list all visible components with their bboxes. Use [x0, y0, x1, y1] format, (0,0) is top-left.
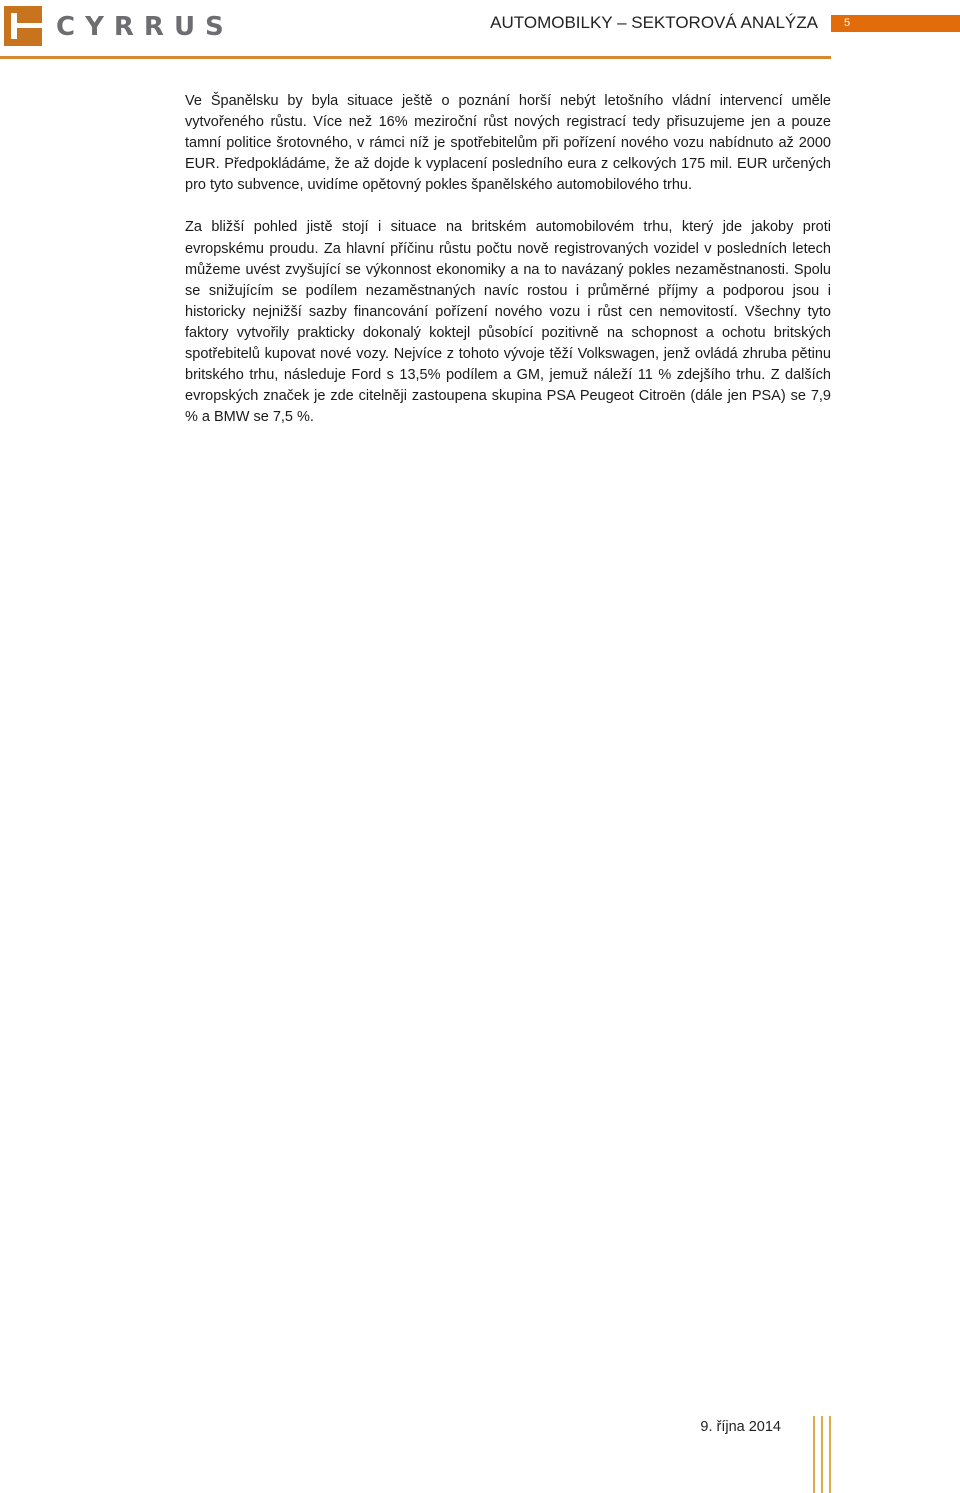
main-content — [185, 91, 831, 449]
document-title: AUTOMOBILKY – SEKTOROVÁ ANALÝZA — [490, 13, 818, 32]
footer-decoration — [813, 1416, 837, 1493]
company-logo — [4, 6, 234, 48]
paragraph-uk: Za bližší pohled jistě stojí i situace na britském automobilovém trhu, který jde jakoby proti evropskému proudu. Za hlavní příčinu růstu počtu nově registrovaných vozidel v posledních letech můžeme uvést zvyšující se výkonnost ekonomiky a na to navázaný pokles nezaměstnanosti. Spolu se snižujícím se podílem nezaměstnaných navíc rostou i průměrné příjmy a podporou jsou i historicky nejnižší sazby financování pořízení nového vozu i růst cen nemovitostí. Všechny tyto faktory vytvořily prakticky dokonalý koktejl působící pozitivně na schopnost a ochotu britských spotřebitelů kupovat nové vozy. Nejvíce z tohoto vývoje těží Volkswagen, jenž ovládá zhruba pětinu britského trhu, následuje Ford s 13,5% podílem a GM, jemuž náleží 11 % zdejšího trhu. Z dalších evropských značek je zde citelněji zastoupena skupina PSA Peugeot Citroën (dále jen PSA) se 7,9 % a BMW se 7,5 %. — [185, 219, 831, 426]
footer-date: 9. října 2014 — [700, 1419, 781, 1435]
logo-mark-icon — [4, 6, 42, 46]
page-number: 5 — [831, 15, 960, 32]
header-divider — [0, 56, 831, 59]
paragraph-spain: Ve Španělsku by byla situace ještě o poznání horší nebýt letošního vládní intervencí uměle vytvořeného růstu. Více než 16% meziroční růst nových registrací tedy přisuzujeme jen a pouze tamní politice šrotovného, v rámci níž je spotřebitelům při pořízení nového vozu nabídnuto až 2000 EUR. Předpokládáme, že až dojde k vyplacení posledního eura z celkových 175 mil. EUR určených pro tyto subvence, uvidíme opětovný pokles španělského automobilového trhu. — [185, 93, 831, 194]
logo-text: CYRRUS — [56, 12, 234, 42]
